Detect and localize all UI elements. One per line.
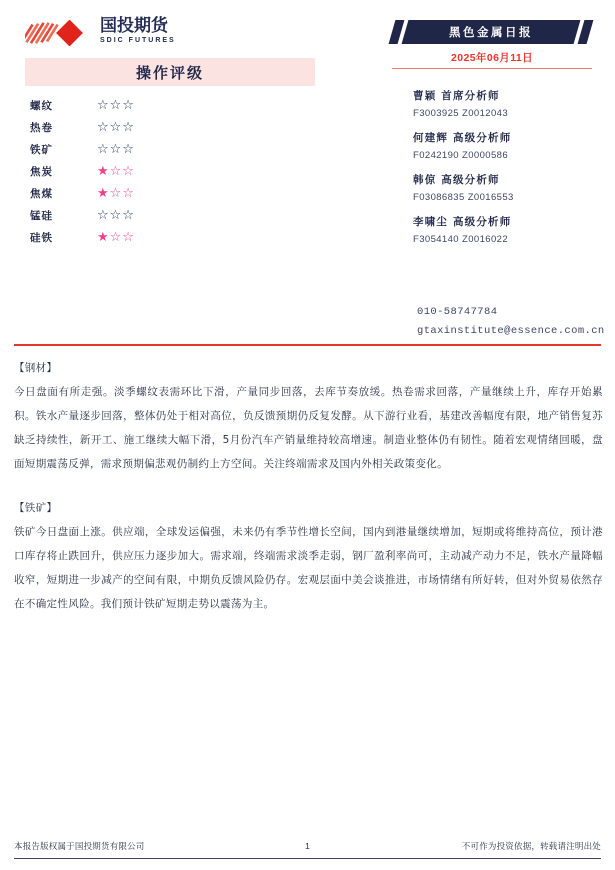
section-heading: 【铁矿】 xyxy=(14,502,58,514)
contact-email[interactable]: gtaxinstitute@essence.com.cn xyxy=(417,325,605,337)
rating-commodity-name: 铁矿 xyxy=(30,143,53,156)
analyst-license-codes: F03086835 Z0016553 xyxy=(413,192,514,203)
rating-row xyxy=(25,182,315,204)
rating-stars: ☆☆☆ xyxy=(97,207,135,223)
footer-page-number: 1 xyxy=(305,841,310,851)
section-body-text: 铁矿今日盘面上涨。供应端，全球发运偏强，未来仍有季节性增长空间，国内到港量继续增加，短期或将维持高位，预计港口库存将止跌回升，供应压力逐步加大。需求端，终端需求淡季走弱，钢厂盈利率尚可，主动减产动力不足，铁水产量降幅收窄，短期进一步减产的空间有限，中期负反馈风险仍存。宏观层面中美会谈推进，市场情绪有所好转，但对外贸易依然存在不确定性风险。我们预计铁矿短期走势以震荡为主。 xyxy=(14,526,603,610)
rating-stars: ★☆☆ xyxy=(97,185,135,201)
rating-title-label: 操作评级 xyxy=(135,63,204,82)
report-header xyxy=(0,0,615,345)
rating-row xyxy=(25,226,315,248)
report-title-label: 黑色金属日报 xyxy=(449,25,533,39)
footer-disclaimer: 不可作为投资依据，转载请注明出处 xyxy=(461,842,601,852)
rating-commodity-name: 焦煤 xyxy=(30,187,53,200)
rating-stars: ☆☆☆ xyxy=(97,119,135,135)
analyst-license-codes: F0242190 Z0000586 xyxy=(413,150,509,161)
rating-commodity-name: 焦炭 xyxy=(30,165,53,178)
rating-row xyxy=(25,138,315,160)
report-body xyxy=(14,356,603,636)
brand-name-en: SDIC FUTURES xyxy=(100,37,176,44)
rating-stars: ★☆☆ xyxy=(97,229,135,245)
rating-row-list xyxy=(25,94,315,248)
rating-commodity-name: 锰硅 xyxy=(30,209,53,222)
rating-commodity-name: 热卷 xyxy=(30,121,53,134)
analyst-license-codes: F3054140 Z0016022 xyxy=(413,234,509,245)
analyst-entry xyxy=(413,172,608,207)
analyst-license-codes: F3003925 Z0012043 xyxy=(413,108,509,119)
date-divider xyxy=(392,68,592,69)
contact-block xyxy=(417,303,615,341)
report-title-banner xyxy=(392,20,592,44)
analyst-name-role: 韩倞 高级分析师 xyxy=(413,174,500,186)
report-date: 2025年06月11日 xyxy=(450,52,534,64)
banner-accent-right xyxy=(578,20,594,44)
rating-row xyxy=(25,204,315,226)
rating-commodity-name: 硅铁 xyxy=(30,231,53,244)
contact-phone: 010-58747784 xyxy=(417,306,498,318)
sdic-futures-logo-icon xyxy=(25,20,97,46)
analyst-name-role: 曹颖 首席分析师 xyxy=(413,90,500,102)
analyst-list xyxy=(413,88,608,256)
rating-row xyxy=(25,160,315,182)
report-section xyxy=(14,356,603,476)
footer-copyright: 本报告版权属于国投期货有限公司 xyxy=(14,842,145,852)
brand-logo xyxy=(25,17,225,51)
rating-row xyxy=(25,94,315,116)
section-body-text: 今日盘面有所走强。淡季螺纹表需环比下滑，产量同步回落，去库节奏放缓。热卷需求回落，产量继续上升，库存开始累积。铁水产量逐步回落，整体仍处于相对高位，负反馈预期仍反复发酵。从下游行业看，基建改善幅度有限，地产销售复苏缺乏持续性，新开工、施工继续大幅下滑，5月份汽车产销量维持较高增速。制造业整体仍有韧性。随着宏观情绪回暖，盘面短期震荡反弹，需求预期偏悲观仍制约上方空间。关注终端需求及国内外相关政策变化。 xyxy=(14,386,603,470)
footer-divider xyxy=(14,858,601,859)
rating-stars: ★☆☆ xyxy=(97,163,135,179)
section-heading: 【钢材】 xyxy=(14,362,58,374)
page-footer xyxy=(14,840,601,852)
analyst-name-role: 李啸尘 高级分析师 xyxy=(413,216,512,228)
brand-name-cn: 国投期货 xyxy=(100,16,168,36)
operation-rating-panel xyxy=(25,58,315,248)
rating-commodity-name: 螺纹 xyxy=(30,99,53,112)
header-divider xyxy=(14,344,601,346)
analyst-entry xyxy=(413,88,608,123)
report-section xyxy=(14,496,603,616)
rating-stars: ☆☆☆ xyxy=(97,141,135,157)
rating-row xyxy=(25,116,315,138)
analyst-name-role: 何建辉 高级分析师 xyxy=(413,132,512,144)
brand-wordmark xyxy=(100,17,176,45)
analyst-entry xyxy=(413,130,608,165)
rating-title-band xyxy=(25,58,315,86)
rating-stars: ☆☆☆ xyxy=(97,97,135,113)
analyst-entry xyxy=(413,214,608,249)
